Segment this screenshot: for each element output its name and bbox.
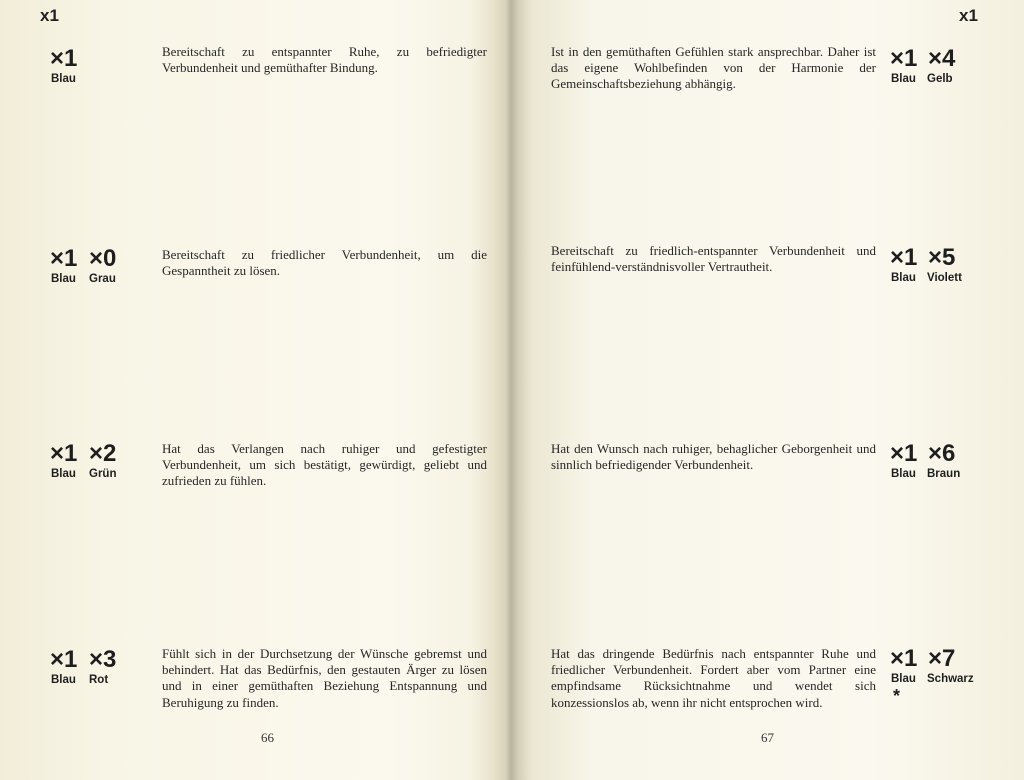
color-name: Blau: [891, 468, 916, 480]
color-code-symbol: ×2: [89, 440, 117, 467]
color-name: Grün: [89, 468, 117, 480]
entry-description: Ist in den gemüthaften Gefühlen stark ansprechbar. Daher ist das eigene Wohlbefinden von der Harmonie der Gemeinschaftsbeziehung abhängig.: [551, 44, 876, 92]
color-code-symbol: ×7: [928, 645, 956, 672]
entry-description: Hat das dringende Bedürfnis nach entspannter Ruhe und friedlicher Verbundenheit. Fordert aber vom Partner eine empfindsame Rücksichtnahme und wendet sich konzessionslos ab, wenn ihr nicht entsprochen wird.: [551, 646, 876, 710]
entry-description: Hat den Wunsch nach ruhiger, behaglicher Geborgenheit und sinnlich befriedigender Verbundenheit.: [551, 441, 876, 473]
page-number: 67: [761, 730, 774, 745]
color-code-symbol: ×0: [89, 245, 117, 272]
color-name: Violett: [927, 272, 962, 284]
color-code-symbol: ×1: [890, 244, 918, 271]
color-name: Schwarz: [927, 673, 974, 685]
color-name: Rot: [89, 674, 109, 686]
entry-description: Bereitschaft zu friedlicher Verbundenheit, um die Gespanntheit zu lösen.: [162, 247, 487, 279]
color-name: Grau: [89, 273, 116, 285]
footnote-marker: *: [893, 686, 901, 706]
color-name: Gelb: [927, 73, 953, 85]
color-code-symbol: ×1: [50, 45, 78, 72]
entry-description: Bereitschaft zu friedlich-entspannter Verbundenheit und feinfühlend-verständnisvoller Vertrautheit.: [551, 243, 876, 275]
color-code-symbol: ×1: [50, 440, 78, 467]
color-code-symbol: ×3: [89, 646, 117, 673]
color-code-symbol: ×6: [928, 440, 956, 467]
entry-description: Fühlt sich in der Durchsetzung der Wünsche gebremst und behindert. Hat das Bedürfnis, den gestauten Ärger zu lösen und in einer gemüthaften Beziehung Entspannung und Beruhigung zu finden.: [162, 646, 487, 710]
running-head-right: x1: [959, 6, 978, 25]
page-number: 66: [261, 730, 274, 745]
color-code-symbol: ×5: [928, 244, 956, 271]
color-name: Blau: [51, 468, 76, 480]
color-name: Blau: [51, 273, 76, 285]
color-name: Blau: [891, 673, 916, 685]
color-code-symbol: ×1: [890, 45, 918, 72]
color-name: Blau: [51, 73, 76, 85]
color-name: Braun: [927, 468, 961, 480]
running-head-left: x1: [40, 6, 59, 25]
color-code-symbol: ×1: [890, 440, 918, 467]
color-name: Blau: [891, 272, 916, 284]
color-code-symbol: ×4: [928, 45, 956, 72]
color-code-symbol: ×1: [50, 245, 78, 272]
entry-description: Bereitschaft zu entspannter Ruhe, zu befriedigter Verbundenheit und gemüthafter Bindung.: [162, 44, 487, 76]
color-code-symbol: ×1: [890, 645, 918, 672]
entry-description: Hat das Verlangen nach ruhiger und gefestigter Verbundenheit, um sich bestätigt, gewürdigt, geliebt und zufrieden zu fühlen.: [162, 441, 487, 489]
color-code-symbol: ×1: [50, 646, 78, 673]
color-name: Blau: [51, 674, 76, 686]
color-name: Blau: [891, 73, 916, 85]
